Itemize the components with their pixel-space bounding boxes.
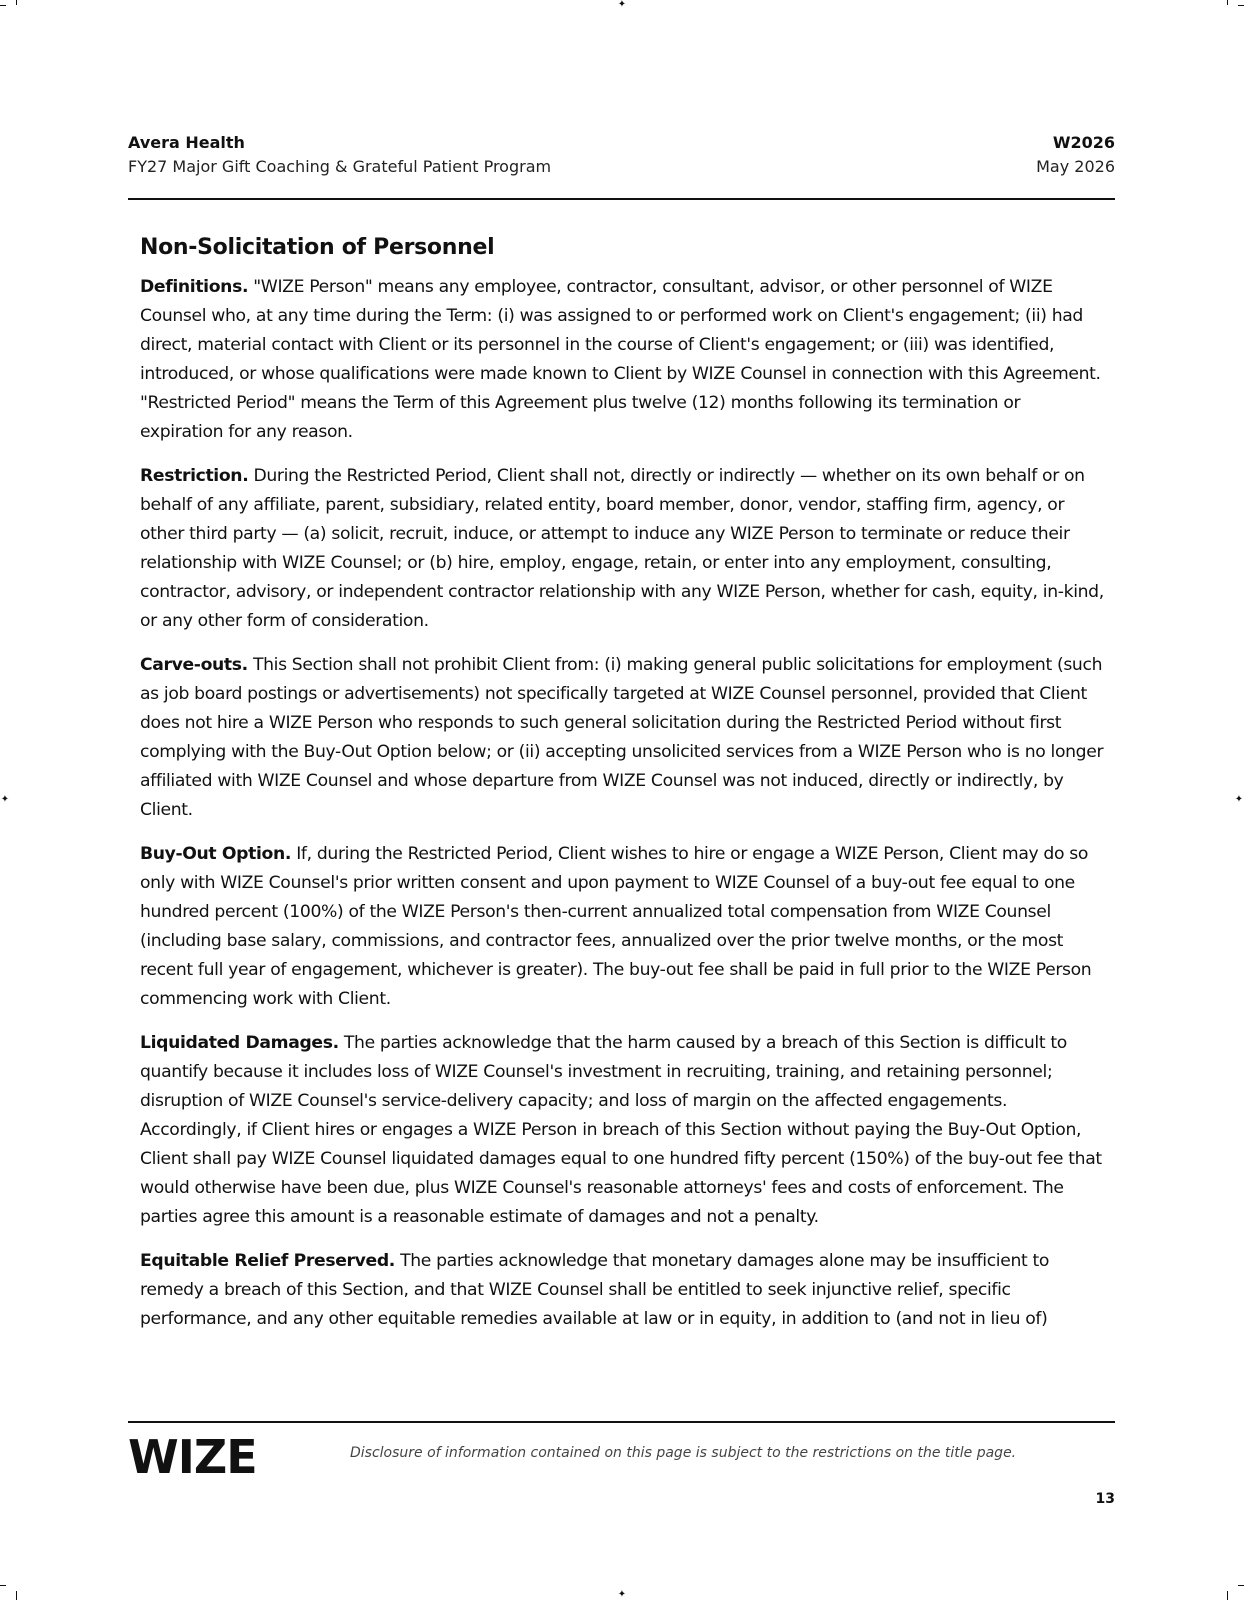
paragraph-lead: Restriction. bbox=[140, 466, 249, 486]
paragraph-lead: Buy-Out Option. bbox=[140, 844, 292, 864]
paragraph-lead: Equitable Relief Preserved. bbox=[140, 1251, 395, 1271]
registration-star-icon: ✦ bbox=[617, 0, 627, 10]
client-name: Avera Health bbox=[128, 133, 245, 152]
document-date: May 2026 bbox=[1036, 157, 1115, 176]
wize-logo: WIZE bbox=[128, 1430, 257, 1484]
paragraph-equitable-relief bbox=[140, 1247, 1105, 1334]
paragraph-lead: Definitions. bbox=[140, 277, 249, 297]
header-divider bbox=[128, 198, 1115, 200]
crop-mark-top-right-v bbox=[1227, 0, 1228, 5]
paragraph-lead: Carve-outs. bbox=[140, 655, 248, 675]
footer-divider bbox=[128, 1421, 1115, 1423]
header-left bbox=[128, 131, 551, 179]
crop-mark-bottom-left-v bbox=[16, 1591, 17, 1600]
paragraph-liquidated-damages bbox=[140, 1029, 1105, 1232]
document-code: W2026 bbox=[1052, 133, 1115, 152]
paragraph-buy-out-option bbox=[140, 840, 1105, 1014]
paragraph-restriction bbox=[140, 462, 1105, 636]
crop-mark-bottom-left-h bbox=[0, 1585, 6, 1586]
paragraph-text: The parties acknowledge that the harm caused by a breach of this Section is difficult to quantify because it includes loss of WIZE Counsel's investment in recruiting, training, and retaining personnel; disruption of WIZE Counsel's service-delivery capacity; and loss of margin on the affected engagements. Accordingly, if Client hires or engages a WIZE Person in breach of this Section without paying the Buy-Out Option, Client shall pay WIZE Counsel liquidated damages equal to one hundred fifty percent (150%) of the buy-out fee that would otherwise have been due, plus WIZE Counsel's reasonable attorneys' fees and costs of enforcement. The parties agree this amount is a reasonable estimate of damages and not a penalty. bbox=[140, 1033, 1102, 1227]
page-number: 13 bbox=[1095, 1491, 1115, 1507]
page-content bbox=[140, 233, 1105, 1349]
registration-star-icon: ✦ bbox=[617, 1589, 627, 1600]
header-right bbox=[1036, 131, 1115, 179]
paragraph-text: "WIZE Person" means any employee, contractor, consultant, advisor, or other personnel of WIZE Counsel who, at any time during the Term: (i) was assigned to or performed work on Client's engagement; (ii) had direct, material contact with Client or its personnel in the course of Client's engagement; or (iii) was identified, introduced, or whose qualifications were made known to Client by WIZE Counsel in connection with this Agreement. "Restricted Period" means the Term of this Agreement plus twelve (12) months following its termination or expiration for any reason. bbox=[140, 277, 1101, 442]
page-header bbox=[128, 131, 1115, 201]
paragraph-text: The parties acknowledge that monetary damages alone may be insufficient to remedy a breach of this Section, and that WIZE Counsel shall be entitled to seek injunctive relief, specific performance, and any other equitable remedies available at law or in equity, in addition to (and not in lieu of) bbox=[140, 1251, 1050, 1329]
crop-mark-bottom-right-v bbox=[1227, 1591, 1228, 1600]
crop-mark-top-left-h bbox=[0, 5, 6, 6]
paragraph-text: During the Restricted Period, Client shall not, directly or indirectly — whether on its own behalf or on behalf of any affiliate, parent, subsidiary, related entity, board member, donor, vendor, staffing firm, agency, or other third party — (a) solicit, recruit, induce, or attempt to induce any WIZE Person to terminate or reduce their relationship with WIZE Counsel; or (b) hire, employ, engage, retain, or enter into any employment, consulting, contractor, advisory, or independent contractor relationship with any WIZE Person, whether for cash, equity, in-kind, or any other form of consideration. bbox=[140, 466, 1104, 631]
disclosure-note: Disclosure of information contained on this page is subject to the restrictions on the title page. bbox=[350, 1445, 1017, 1461]
paragraph-text: This Section shall not prohibit Client from: (i) making general public solicitations for employment (such as job board postings or advertisements) not specifically targeted at WIZE Counsel personnel, provided that Client does not hire a WIZE Person who responds to such general solicitation during the Restricted Period without first complying with the Buy-Out Option below; or (ii) accepting unsolicited services from a WIZE Person who is no longer affiliated with WIZE Counsel and whose departure from WIZE Counsel was not induced, directly or indirectly, by Client. bbox=[140, 655, 1104, 820]
program-name: FY27 Major Gift Coaching & Grateful Patient Program bbox=[128, 157, 552, 176]
paragraph-lead: Liquidated Damages. bbox=[140, 1033, 339, 1053]
paragraph-text: If, during the Restricted Period, Client wishes to hire or engage a WIZE Person, Client may do so only with WIZE Counsel's prior written consent and upon payment to WIZE Counsel of a buy-out fee equal to one hundred percent (100%) of the WIZE Person's then-current annualized total compensation from WIZE Counsel (including base salary, commissions, and contractor fees, annualized over the prior twelve months, or the most recent full year of engagement, whichever is greater). The buy-out fee shall be paid in full prior to the WIZE Person commencing work with Client. bbox=[140, 844, 1092, 1009]
crop-mark-top-right-h bbox=[1238, 5, 1244, 6]
crop-mark-top-left-v bbox=[16, 0, 17, 5]
registration-star-icon: ✦ bbox=[0, 794, 10, 805]
crop-mark-bottom-right-h bbox=[1238, 1585, 1244, 1586]
registration-star-icon: ✦ bbox=[1234, 794, 1244, 805]
paragraph-carve-outs bbox=[140, 651, 1105, 825]
section-title: Non-Solicitation of Personnel bbox=[140, 235, 495, 260]
paragraph-definitions bbox=[140, 273, 1105, 447]
